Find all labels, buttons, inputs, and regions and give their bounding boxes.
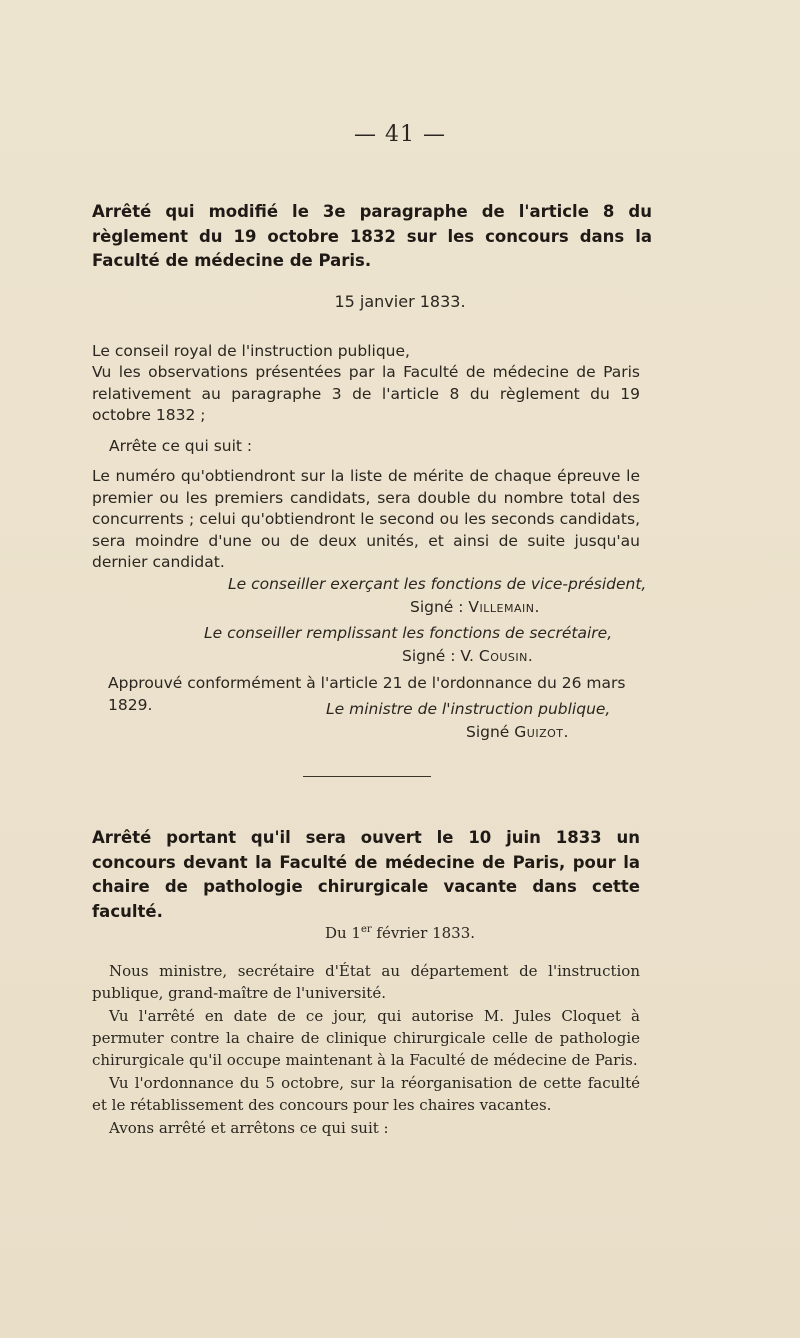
- signature1-line: [410, 598, 540, 616]
- section1-considerant: Vu les observations présentées par la Faculté de médecine de Paris relativement au paragraphe 3 de l'article 8 du règlement du 19 octobre 1832 ;: [92, 363, 640, 424]
- signature3-name: Guizot.: [514, 723, 569, 741]
- signature2-name: Cousin.: [478, 647, 534, 665]
- page-number: — 41 —: [354, 122, 446, 147]
- section1-heading: Arrêté qui modifié le 3e paragraphe de l'article 8 du règlement du 19 octobre 1832 sur les concours dans la Faculté de médecine de Paris.: [92, 202, 652, 270]
- section2-date: [0, 924, 800, 942]
- section2-date-sup: er: [360, 924, 372, 935]
- signature3-title: Le ministre de l'instruction publique,: [326, 700, 611, 718]
- section1-intro: Le conseil royal de l'instruction publique,: [92, 342, 410, 360]
- section2-heading: Arrêté portant qu'il sera ouvert le 10 juin 1833 un concours devant la Faculté de médecine de Paris, pour la chaire de pathologie chirurgicale vacante dans cette faculté.: [92, 828, 640, 921]
- signature1-title: Le conseiller exerçant les fonctions de vice-président,: [228, 575, 647, 593]
- signature2-title: Le conseiller remplissant les fonctions de secrétaire,: [204, 624, 613, 642]
- section-divider: [303, 776, 431, 777]
- signature3-line: [466, 723, 569, 741]
- section1-article: Le numéro qu'obtiendront sur la liste de mérite de chaque épreuve le premier ou les premiers candidats, sera double du nombre total des concurrents ; celui qu'obtiendront le second ou les seconds candidats, sera moindre d'une ou de deux unités, et ainsi de suite jusqu'au dernier candidat.: [92, 467, 640, 571]
- signature2-line: [402, 647, 533, 665]
- section2-paragraph3: Vu l'ordonnance du 5 octobre, sur la réorganisation de cette faculté et le rétablissement des concours pour les chaires vacantes.: [92, 1074, 640, 1114]
- signature2-signe: Signé : V.: [402, 647, 479, 665]
- section1-arrete: Arrête ce qui suit :: [109, 437, 253, 455]
- section2-paragraph2: Vu l'arrêté en date de ce jour, qui autorise M. Jules Cloquet à permuter contre la chaire de clinique chirurgicale celle de pathologie chirurgicale qu'il occupe maintenant à la Faculté de médecine de Paris.: [92, 1007, 640, 1069]
- section2-paragraph4: Avons arrêté et arrêtons ce qui suit :: [109, 1119, 389, 1137]
- section2-date-prefix: Du 1: [324, 924, 361, 942]
- signature1-signe: Signé :: [410, 598, 469, 616]
- approval-text: Approuvé conformément à l'article 21 de l'ordonnance du 26 mars 1829.: [108, 674, 626, 714]
- section2-paragraph1: Nous ministre, secrétaire d'État au département de l'instruction publique, grand-maître de l'université.: [92, 962, 640, 1002]
- section1-date: 15 janvier 1833.: [334, 292, 466, 311]
- signature1-name: Villemain.: [468, 598, 540, 616]
- section2-date-suffix: février 1833.: [371, 924, 476, 942]
- signature3-signe: Signé: [466, 723, 515, 741]
